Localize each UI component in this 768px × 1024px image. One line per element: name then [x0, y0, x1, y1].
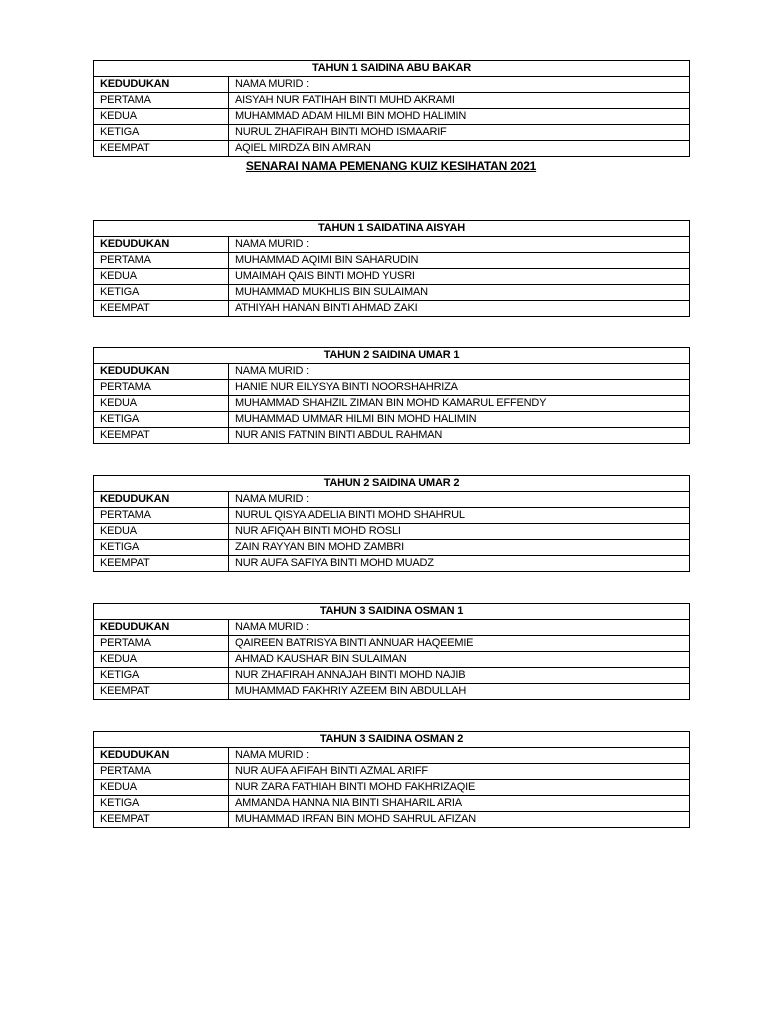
rank-cell: KEDUA — [94, 396, 229, 412]
student-name-cell: HANIE NUR EILYSYA BINTI NOORSHAHRIZA — [229, 380, 690, 396]
student-name-cell: NUR ZARA FATHIAH BINTI MOHD FAKHRIZAQIE — [229, 780, 690, 796]
column-header-name: NAMA MURID : — [229, 237, 690, 253]
student-name-cell: MUHAMMAD FAKHRIY AZEEM BIN ABDULLAH — [229, 684, 690, 700]
student-name-cell: NUR ANIS FATNIN BINTI ABDUL RAHMAN — [229, 428, 690, 444]
rank-cell: KEEMPAT — [94, 428, 229, 444]
student-name-cell: MUHAMMAD MUKHLIS BIN SULAIMAN — [229, 285, 690, 301]
student-name-cell: UMAIMAH QAIS BINTI MOHD YUSRI — [229, 269, 690, 285]
rank-cell: PERTAMA — [94, 764, 229, 780]
column-header-rank: KEDUDUKAN — [94, 77, 229, 93]
column-header-name: NAMA MURID : — [229, 364, 690, 380]
student-name-cell: MUHAMMAD UMMAR HILMI BIN MOHD HALIMIN — [229, 412, 690, 428]
student-name-cell: NUR AUFA SAFIYA BINTI MOHD MUADZ — [229, 556, 690, 572]
rank-cell: PERTAMA — [94, 508, 229, 524]
rank-cell: KEDUA — [94, 780, 229, 796]
student-name-cell: NUR AUFA AFIFAH BINTI AZMAL ARIFF — [229, 764, 690, 780]
student-name-cell: QAIREEN BATRISYA BINTI ANNUAR HAQEEMIE — [229, 636, 690, 652]
rank-cell: PERTAMA — [94, 253, 229, 269]
rank-cell: KEDUA — [94, 524, 229, 540]
winners-table-3 — [93, 347, 690, 444]
table-title: TAHUN 2 SAIDINA UMAR 2 — [94, 476, 690, 492]
rank-cell: KEEMPAT — [94, 684, 229, 700]
rank-cell: KETIGA — [94, 540, 229, 556]
winners-table-4 — [93, 475, 690, 572]
column-header-rank: KEDUDUKAN — [94, 620, 229, 636]
student-name-cell: MUHAMMAD IRFAN BIN MOHD SAHRUL AFIZAN — [229, 812, 690, 828]
column-header-rank: KEDUDUKAN — [94, 364, 229, 380]
student-name-cell: ZAIN RAYYAN BIN MOHD ZAMBRI — [229, 540, 690, 556]
rank-cell: KETIGA — [94, 412, 229, 428]
rank-cell: PERTAMA — [94, 380, 229, 396]
column-header-rank: KEDUDUKAN — [94, 748, 229, 764]
rank-cell: KETIGA — [94, 796, 229, 812]
winners-table-6 — [93, 731, 690, 828]
rank-cell: KETIGA — [94, 285, 229, 301]
rank-cell: KEEMPAT — [94, 556, 229, 572]
student-name-cell: MUHAMMAD SHAHZIL ZIMAN BIN MOHD KAMARUL EFFENDY — [229, 396, 690, 412]
student-name-cell: MUHAMMAD ADAM HILMI BIN MOHD HALIMIN — [229, 109, 690, 125]
rank-cell: KEEMPAT — [94, 301, 229, 317]
winners-table-1 — [93, 60, 690, 157]
student-name-cell: ATHIYAH HANAN BINTI AHMAD ZAKI — [229, 301, 690, 317]
table-title: TAHUN 1 SAIDINA ABU BAKAR — [94, 61, 690, 77]
student-name-cell: AQIEL MIRDZA BIN AMRAN — [229, 141, 690, 157]
student-name-cell: NUR AFIQAH BINTI MOHD ROSLI — [229, 524, 690, 540]
table-title: TAHUN 3 SAIDINA OSMAN 1 — [94, 604, 690, 620]
student-name-cell: MUHAMMAD AQIMI BIN SAHARUDIN — [229, 253, 690, 269]
rank-cell: KEEMPAT — [94, 141, 229, 157]
winners-table-2 — [93, 220, 690, 317]
column-header-rank: KEDUDUKAN — [94, 237, 229, 253]
column-header-name: NAMA MURID : — [229, 748, 690, 764]
column-header-name: NAMA MURID : — [229, 620, 690, 636]
rank-cell: KEDUA — [94, 269, 229, 285]
table-title: TAHUN 1 SAIDATINA AISYAH — [94, 221, 690, 237]
rank-cell: KEEMPAT — [94, 812, 229, 828]
student-name-cell: AISYAH NUR FATIHAH BINTI MUHD AKRAMI — [229, 93, 690, 109]
student-name-cell: NURUL QISYA ADELIA BINTI MOHD SHAHRUL — [229, 508, 690, 524]
page-heading: SENARAI NAMA PEMENANG KUIZ KESIHATAN 2021 — [245, 159, 537, 173]
column-header-name: NAMA MURID : — [229, 492, 690, 508]
column-header-name: NAMA MURID : — [229, 77, 690, 93]
table-title: TAHUN 3 SAIDINA OSMAN 2 — [94, 732, 690, 748]
student-name-cell: NURUL ZHAFIRAH BINTI MOHD ISMAARIF — [229, 125, 690, 141]
column-header-rank: KEDUDUKAN — [94, 492, 229, 508]
rank-cell: KETIGA — [94, 668, 229, 684]
rank-cell: KEDUA — [94, 652, 229, 668]
table-title: TAHUN 2 SAIDINA UMAR 1 — [94, 348, 690, 364]
rank-cell: KETIGA — [94, 125, 229, 141]
rank-cell: KEDUA — [94, 109, 229, 125]
student-name-cell: AHMAD KAUSHAR BIN SULAIMAN — [229, 652, 690, 668]
student-name-cell: NUR ZHAFIRAH ANNAJAH BINTI MOHD NAJIB — [229, 668, 690, 684]
student-name-cell: AMMANDA HANNA NIA BINTI SHAHARIL ARIA — [229, 796, 690, 812]
rank-cell: PERTAMA — [94, 636, 229, 652]
rank-cell: PERTAMA — [94, 93, 229, 109]
winners-table-5 — [93, 603, 690, 700]
